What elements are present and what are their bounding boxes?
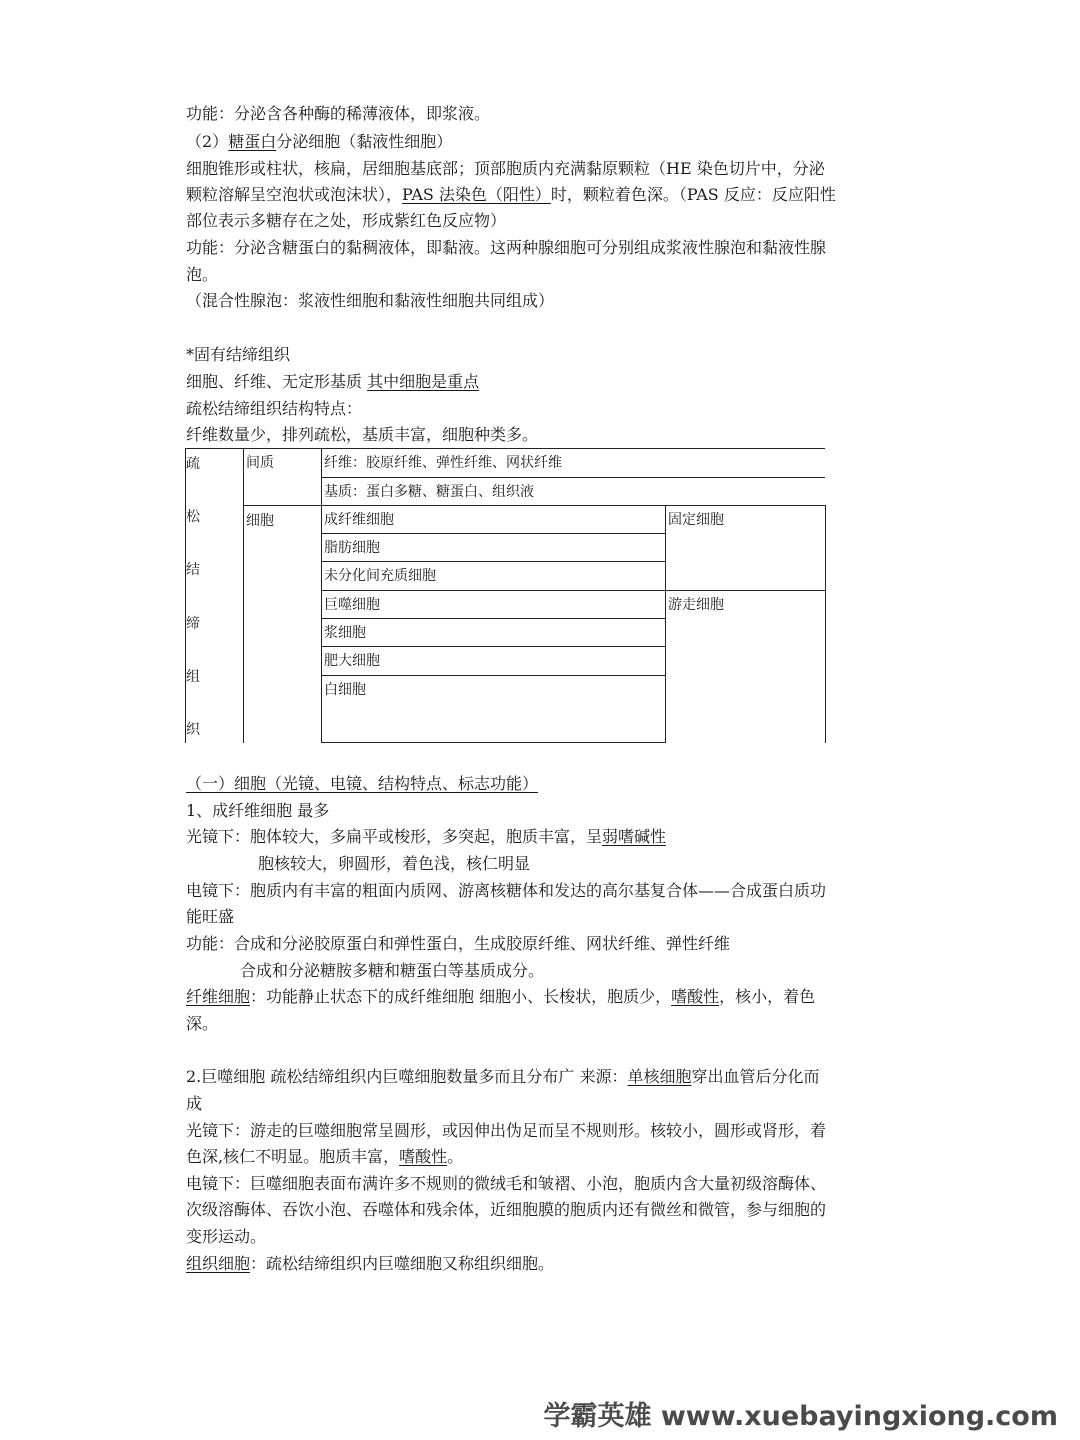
section-heading: *固有结缔组织 — [186, 345, 291, 364]
underlined-term: PAS 法染色（阳性） — [402, 185, 551, 204]
wandering-cell-item: 浆细胞 — [324, 625, 366, 641]
text-line: 组织细胞：疏松结缔组织内巨噬细胞又称组织细胞。 — [186, 1254, 555, 1273]
text-line: 电镜下：巨噬细胞表面布满许多不规则的微绒毛和皱褶、小泡，胞质内含大量初级溶酶体、 — [186, 1174, 827, 1193]
underlined-term: 组织细胞 — [186, 1254, 251, 1273]
text-line: 细胞锥形或柱状，核扁，居细胞基底部；顶部胞质内充满黏原颗粒（HE 染色切片中，分泌 — [186, 159, 825, 178]
underlined-term: 嗜酸性 — [399, 1147, 448, 1166]
text-line: （2）糖蛋白分泌细胞（黏液性细胞） — [186, 132, 453, 151]
table-title-char: 结 — [186, 562, 200, 578]
table-title-char: 织 — [186, 722, 200, 738]
fixed-cell-item: 成纤维细胞 — [324, 512, 394, 528]
text-line: 功能：分泌含糖蛋白的黏稠液体，即黏液。这两种腺细胞可分别组成浆液性腺泡和黏液性腺 — [186, 238, 827, 257]
table-title-char: 疏 — [186, 456, 200, 472]
text-line: 纤维细胞：功能静止状态下的成纤维细胞 细胞小、长梭状，胞质少，嗜酸性，核小，着色 — [186, 987, 816, 1006]
fixed-cell-item: 未分化间充质细胞 — [324, 568, 436, 584]
footer-watermark: 学霸英雄 www.xuebayingxiong.com — [543, 1401, 1058, 1432]
text-line: 功能：分泌含各种酶的稀薄液体，即浆液。 — [186, 104, 491, 123]
cell-label: 细胞 — [246, 513, 274, 529]
text-line: 胞核较大，卵圆形，着色浅，核仁明显 — [258, 854, 531, 873]
underlined-term: 弱嗜碱性 — [602, 827, 667, 846]
table-title-char: 松 — [186, 509, 200, 525]
underlined-term: 纤维细胞 — [186, 987, 251, 1006]
text-line: 合成和分泌糖胺多糖和糖蛋白等基质成分。 — [240, 961, 545, 980]
text-line: （混合性腺泡：浆液性细胞和黏液性细胞共同组成） — [186, 291, 555, 310]
subsection-heading: 1、成纤维细胞 最多 — [186, 801, 330, 820]
text-line: 能旺盛 — [186, 907, 235, 926]
wandering-cells-label: 游走细胞 — [668, 597, 724, 613]
table-title-char: 组 — [186, 669, 200, 685]
text-line: 次级溶酶体、吞饮小泡、吞噬体和残余体，近细胞膜的胞质内还有微丝和微管，参与细胞的 — [186, 1200, 827, 1219]
text-line: 深。 — [186, 1014, 219, 1033]
fixed-cell-item: 脂肪细胞 — [324, 540, 380, 556]
text-line: 2.巨噬细胞 疏松结缔组织内巨噬细胞数量多而且分布广 来源：单核细胞穿出血管后分化而 — [186, 1067, 820, 1086]
text-line: 细胞、纤维、无定形基质 其中细胞是重点 — [186, 372, 480, 391]
text-line: 功能：合成和分泌胶原蛋白和弹性蛋白，生成胶原纤维、网状纤维、弹性纤维 — [186, 934, 731, 953]
text-line: 色深,核仁不明显。胞质丰富，嗜酸性。 — [186, 1147, 464, 1166]
text-line: 电镜下：胞质内有丰富的粗面内质网、游离核糖体和发达的高尔基复合体——合成蛋白质功 — [186, 881, 827, 900]
underlined-term: 其中细胞是重点 — [367, 372, 480, 391]
wandering-cell-item: 肥大细胞 — [324, 653, 380, 669]
wandering-cell-item: 巨噬细胞 — [324, 597, 380, 613]
fiber-row: 纤维：胶原纤维、弹性纤维、网状纤维 — [324, 455, 562, 471]
fixed-cells-label: 固定细胞 — [668, 512, 724, 528]
underlined-term: 糖蛋白 — [228, 132, 277, 151]
ground-substance-row: 基质：蛋白多糖、糖蛋白、组织液 — [324, 484, 534, 500]
text-line: 光镜下：胞体较大，多扁平或梭形，多突起，胞质丰富，呈弱嗜碱性 — [186, 827, 667, 846]
text-line: 泡。 — [186, 265, 219, 284]
wandering-cell-item: 白细胞 — [324, 682, 366, 698]
text-line: 部位表示多糖存在之处，形成紫红色反应物） — [186, 211, 507, 230]
table-title-char: 缔 — [186, 616, 200, 632]
text-line: 变形运动。 — [186, 1227, 267, 1246]
matrix-label: 间质 — [246, 455, 274, 471]
text-line: 颗粒溶解呈空泡状或泡沫状），PAS 法染色（阳性）时，颗粒着色深。（PAS 反应：反应阳性 — [186, 185, 836, 204]
underlined-term: 嗜酸性 — [671, 987, 720, 1006]
text-line: 疏松结缔组织结构特点： — [186, 399, 363, 418]
text-line: 纤维数量少，排列疏松，基质丰富，细胞种类多。 — [186, 425, 539, 444]
underlined-term: 单核细胞 — [627, 1067, 692, 1086]
section-heading: （一）细胞（光镜、电镜、结构特点、标志功能） — [186, 774, 539, 793]
text-line: 光镜下：游走的巨噬细胞常呈圆形，或因伸出伪足而呈不规则形。核较小，圆形或肾形，着 — [186, 1121, 827, 1140]
text-line: 成 — [186, 1094, 203, 1113]
